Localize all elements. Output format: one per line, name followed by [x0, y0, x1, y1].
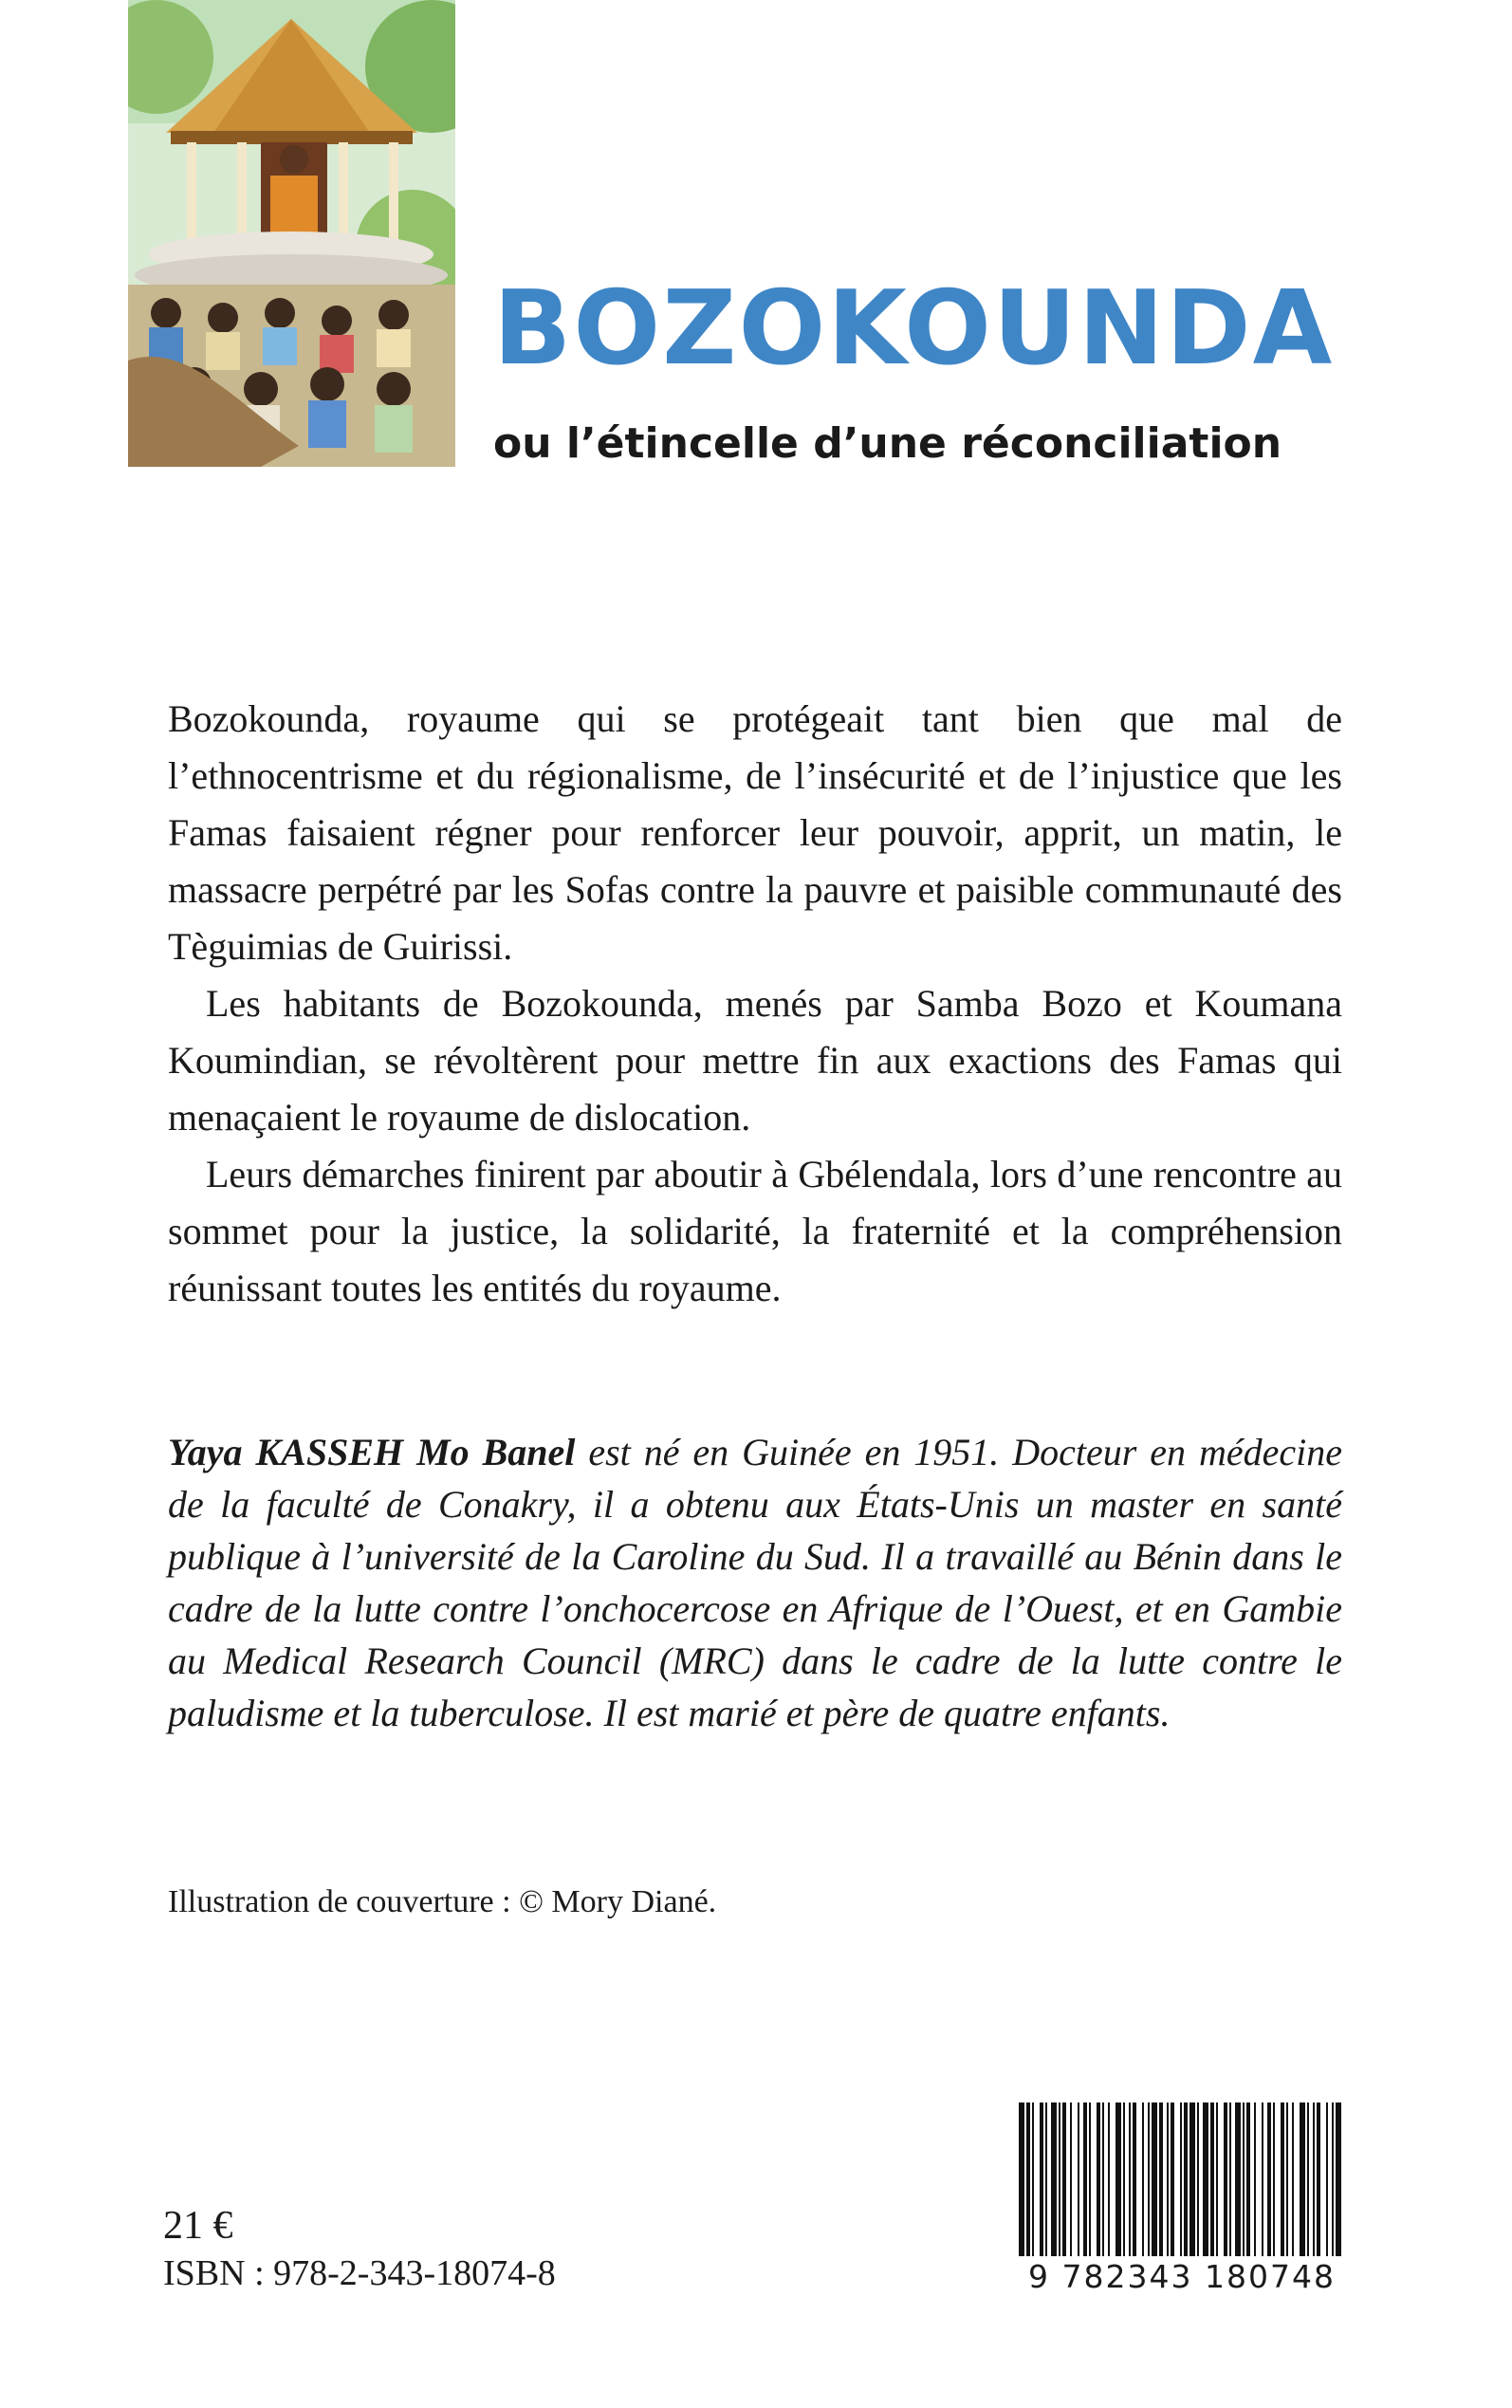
barcode-bar [1254, 2102, 1256, 2259]
barcode-bar [1210, 2102, 1214, 2259]
barcode-bar [1116, 2102, 1121, 2259]
barcode-bar [1171, 2102, 1174, 2259]
barcode-bar [1152, 2102, 1157, 2259]
king-court-illustration-icon [128, 0, 455, 467]
barcode-bar [1336, 2102, 1341, 2259]
barcode-bar [1051, 2102, 1057, 2259]
barcode-bar [1229, 2102, 1231, 2259]
barcode-bar [1102, 2102, 1104, 2259]
barcode-bar [1267, 2102, 1271, 2259]
barcode-bar [1243, 2102, 1245, 2259]
illustration-credit: Illustration de couverture : © Mory Diané. [168, 1884, 717, 1919]
barcode-bar [1235, 2102, 1241, 2259]
book-title: BOZOKOUNDA [493, 269, 1335, 388]
barcode-bar [1326, 2102, 1328, 2259]
barcode-bar [1216, 2102, 1218, 2259]
barcode-bar [1123, 2102, 1125, 2259]
barcode-bar [1317, 2102, 1320, 2259]
barcode-bar [1332, 2102, 1334, 2259]
barcode-bar [1159, 2102, 1163, 2259]
barcode-bar [1203, 2102, 1208, 2259]
barcode-bar [1040, 2102, 1043, 2259]
barcode-bar [1246, 2102, 1250, 2259]
barcode-bar [1070, 2102, 1072, 2259]
barcode-bar [1313, 2102, 1315, 2259]
barcode-bar [1189, 2102, 1195, 2259]
barcode-bar [1292, 2102, 1294, 2259]
barcode-bar [1133, 2102, 1136, 2259]
barcode-bars [1015, 2102, 1349, 2259]
barcode-bar [1059, 2102, 1060, 2259]
barcode-bar [1062, 2102, 1066, 2259]
barcode-bar [1224, 2102, 1227, 2259]
synopsis-paragraph: Les habitants de Bozokounda, menés par Samba Bozo et Koumana Koumindian, se révoltèrent pour mettre fin aux exactions des Famas qui menaçaient le royaume de dislocation. [168, 982, 1342, 1139]
barcode-bar [1078, 2102, 1079, 2259]
barcode-bar [1097, 2102, 1100, 2259]
barcode-bar [1045, 2102, 1047, 2259]
barcode-bar [1180, 2102, 1182, 2259]
author-bio [168, 1426, 1342, 1739]
barcode-bar [1281, 2102, 1284, 2259]
author-name: Yaya KASSEH Mo Banel [168, 1431, 576, 1473]
barcode-bar [1197, 2102, 1199, 2259]
barcode-bar [1184, 2102, 1188, 2259]
author-bio-text: est né en Guinée en 1951. Docteur en médecine de la faculté de Conakry, il a obtenu aux États-Unis un master en santé publique à l’université de la Caroline du Sud. Il a travaillé au Bénin dans le cadre de la lutte contre l’onchocercose en Afrique de l’Ouest, et en Gambie au Medical Research Council (MRC) dans le cadre de la lutte contre le paludisme et la tuberculose. Il est marié et père de quatre enfants. [168, 1431, 1342, 1734]
barcode-bar [1286, 2102, 1288, 2259]
barcode-bar [1148, 2102, 1150, 2259]
barcode-bar [1142, 2102, 1144, 2259]
cover-illustration [128, 0, 455, 467]
barcode-bar [1300, 2102, 1305, 2259]
barcode-bar [1307, 2102, 1309, 2259]
synopsis-paragraph: Leurs démarches finirent par aboutir à Gbélendala, lors d’une rencontre au sommet pour la justice, la solidarité, la fraternité et la compréhension réunissant toutes les entités du royaume. [168, 1153, 1342, 1309]
barcode-bar [1129, 2102, 1131, 2259]
book-subtitle: ou l’étincelle d’une réconciliation [493, 419, 1282, 468]
barcode-bar [1032, 2102, 1034, 2259]
barcode-digits: 9 782343 180748 [1015, 2256, 1349, 2298]
barcode-bar [1273, 2102, 1275, 2259]
barcode-bar [1089, 2102, 1091, 2259]
price: 21 € [163, 2204, 233, 2248]
barcode-bar [1108, 2102, 1110, 2259]
barcode-bar [1083, 2102, 1087, 2259]
isbn: ISBN : 978-2-343-18074-8 [163, 2253, 556, 2293]
synopsis-paragraph: Bozokounda, royaume qui se protégeait tant bien que mal de l’ethnocentrisme et du régionalisme, de l’insécurité et de l’injustice que les Famas faisaient régner pour renforcer leur pouvoir, apprit, un matin, le massacre perpétré par les Sofas contre la pauvre et paisible communauté des Tèguimias de Guirissi. [168, 697, 1342, 968]
synopsis [168, 691, 1342, 1317]
barcode-bar [1026, 2102, 1030, 2259]
barcode-bar [1019, 2102, 1024, 2259]
barcode-bar [1167, 2102, 1169, 2259]
barcode-bar [1262, 2102, 1263, 2259]
